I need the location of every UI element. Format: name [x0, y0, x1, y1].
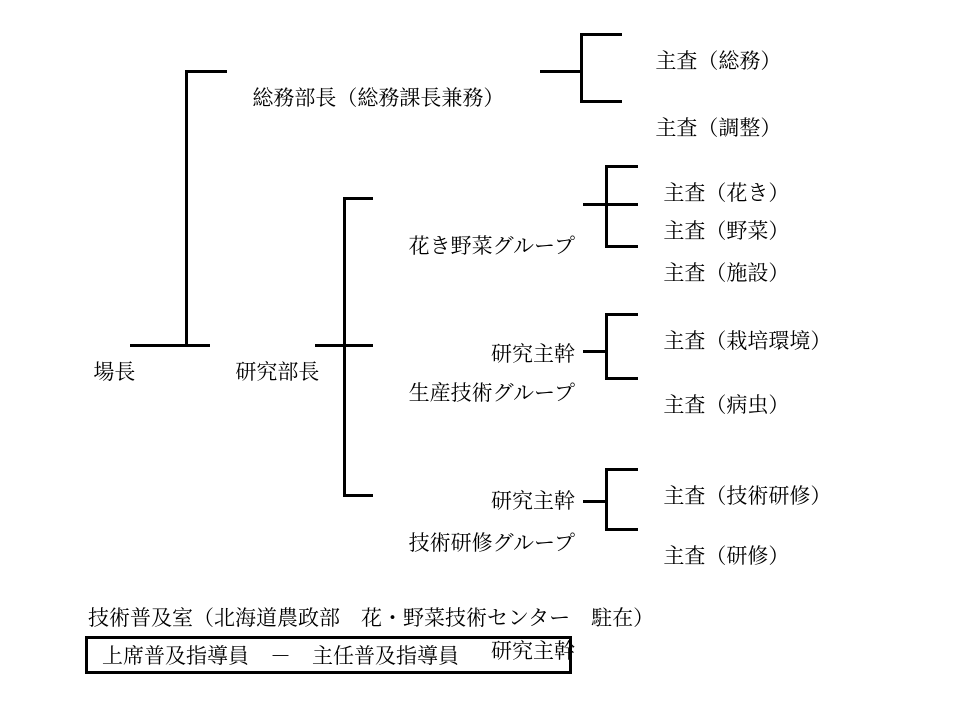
- connector-level1-spine: [185, 70, 188, 347]
- connector-soumu-out: [540, 70, 580, 73]
- leaf-shusa-kaki-label: 主査（花き）: [663, 182, 790, 205]
- node-group-kaki-yasai-line1: 花き野菜グループ: [408, 235, 575, 258]
- connector-kenkyu-out: [315, 344, 343, 347]
- connector-kaki-leaf-1: [605, 165, 638, 168]
- node-group-seisan-gijutsu-line1: 生産技術グループ: [408, 382, 575, 405]
- connector-kaki-out: [583, 203, 605, 206]
- node-root-label: 場長: [93, 361, 136, 384]
- leaf-shusa-kenshu-label: 主査（研修）: [663, 545, 790, 568]
- node-root: [70, 328, 135, 418]
- connector-kaki-spine: [605, 165, 608, 248]
- node-group-gijutsu-kenshu: [375, 454, 575, 720]
- connector-kaki-leaf-2: [605, 203, 638, 206]
- node-group-seisan-gijutsu-line2: 研究主幹: [491, 490, 575, 513]
- leaf-shusa-soumu-label: 主査（総務）: [655, 50, 782, 73]
- connector-seisan-leaf-1: [605, 313, 638, 316]
- connector-level2-kaki: [343, 197, 373, 200]
- connector-seisan-leaf-2: [605, 377, 638, 380]
- connector-kenshu-spine: [605, 468, 608, 531]
- node-group-kaki-yasai-line2: 研究主幹: [491, 343, 575, 366]
- connector-root-horizontal: [130, 344, 185, 347]
- connector-kenshu-out: [583, 500, 605, 503]
- node-group-gijutsu-kenshu-line2: 研究主幹: [491, 640, 575, 663]
- connector-level1-soumu: [185, 70, 227, 73]
- node-soumu-bucho-label: 総務部長（総務課長兼務）: [252, 87, 505, 110]
- connector-soumu-leaf-2: [580, 100, 622, 103]
- connector-level2-kenshu: [343, 494, 373, 497]
- footer-caption: 技術普及室（北海道農政部 花・野菜技術センター 駐在）: [88, 607, 655, 630]
- node-kenkyu-bucho: [212, 328, 319, 418]
- leaf-shusa-shisetsu-label: 主査（施設）: [663, 262, 790, 285]
- leaf-shusa-yasai-label: 主査（野菜）: [663, 220, 790, 243]
- node-soumu-bucho: [229, 54, 504, 144]
- leaf-shusa-kenshu: [640, 512, 789, 602]
- connector-kenshu-leaf-2: [605, 528, 638, 531]
- footer-box: [85, 636, 572, 674]
- node-kenkyu-bucho-label: 研究部長: [235, 361, 320, 384]
- connector-seisan-spine: [605, 313, 608, 380]
- leaf-shusa-byochu-label: 主査（病虫）: [663, 394, 790, 417]
- node-group-gijutsu-kenshu-line1: 技術研修グループ: [408, 532, 575, 555]
- leaf-shusa-gijutsu-kenshu-label: 主査（技術研修）: [663, 485, 832, 508]
- connector-level2-spine: [343, 197, 346, 497]
- connector-soumu-leaf-1: [580, 33, 622, 36]
- connector-soumu-spine: [580, 33, 583, 103]
- connector-seisan-out: [583, 350, 605, 353]
- footer-box-label: 上席普及指導員 － 主任普及指導員: [102, 645, 459, 668]
- leaf-shusa-chosei-label: 主査（調整）: [655, 117, 782, 140]
- connector-level1-kenkyu: [185, 344, 210, 347]
- connector-kenshu-leaf-1: [605, 468, 638, 471]
- leaf-shusa-byochu: [640, 361, 789, 451]
- leaf-shusa-saibai-kankyo-label: 主査（栽培環境）: [663, 330, 832, 353]
- connector-kaki-leaf-3: [605, 245, 638, 248]
- connector-level2-seisan: [343, 344, 373, 347]
